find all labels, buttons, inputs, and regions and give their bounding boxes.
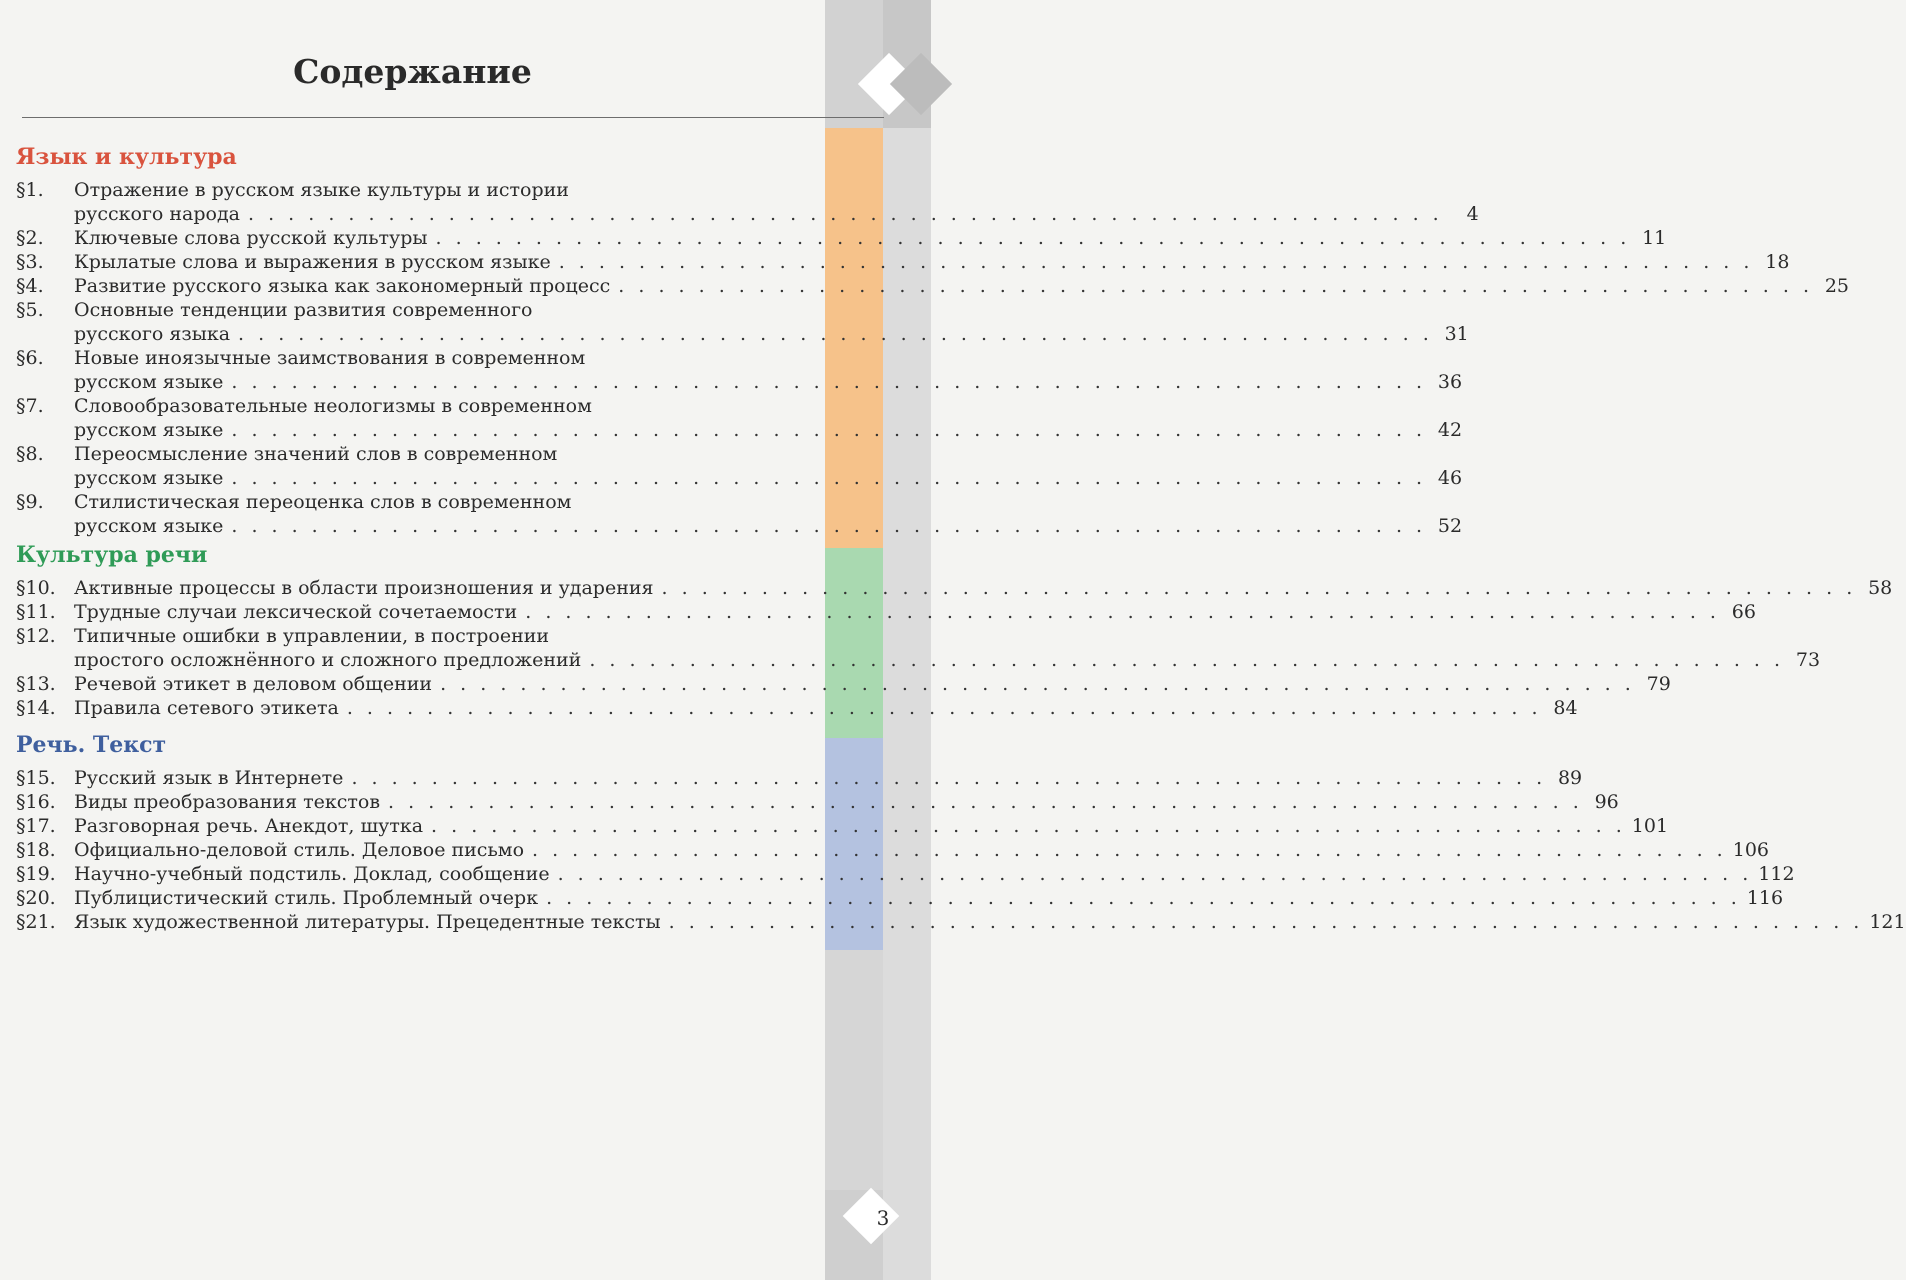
toc-entry-number: §10. [16, 577, 56, 599]
toc-entry-page: 46 [1437, 467, 1463, 489]
toc-entry-title: Русский язык в Интернете [74, 767, 344, 789]
side-band-grey [825, 950, 883, 1190]
toc-entry-title: Трудные случаи лексической сочетаемости [74, 601, 518, 623]
toc-entry[interactable] [16, 838, 1769, 862]
toc-entry-page: 89 [1557, 767, 1583, 789]
leader-dots: . . . . . . . . . . . . . . . . . . . . . . . . . . . . . . . . . . . . . . . . . . . . . . . . . . . . . . . . . . . . [231, 515, 1427, 537]
toc-entry-title: Правила сетевого этикета [74, 697, 339, 719]
toc-entry-page: 84 [1553, 697, 1578, 719]
toc-entry-page: 25 [1824, 275, 1850, 297]
toc-entry[interactable] [16, 346, 1463, 394]
toc-entry-page: 18 [1765, 251, 1790, 273]
toc-entry-number: §21. [16, 911, 56, 933]
toc-entry-title: русского языка [74, 323, 231, 345]
toc-entry-number: §13. [16, 673, 56, 695]
toc-entry[interactable] [16, 394, 1463, 442]
toc-entry-title: Переосмысление значений слов в современном [74, 443, 558, 465]
toc-entry-page: 4 [1466, 203, 1479, 225]
leader-dots: . . . . . . . . . . . . . . . . . . . . . . . . . . . . . . . . . . . . . . . . . . . . . . . . . . . . . . . . . . . . [388, 791, 1583, 813]
toc-entry[interactable] [16, 886, 1784, 910]
toc-entry-title: Научно-учебный подстиль. Доклад, сообщение [74, 863, 550, 885]
toc-entry[interactable] [16, 226, 1667, 250]
toc-entry-page: 52 [1437, 515, 1463, 537]
toc-entry[interactable] [16, 790, 1619, 814]
toc-entry-title: Публицистический стиль. Проблемный очерк [74, 887, 539, 909]
toc-entry[interactable] [16, 600, 1756, 624]
leader-dots: . . . . . . . . . . . . . . . . . . . . . . . . . . . . . . . . . . . . . . . . . . . . . . . . . . . . . . . . . . . . [231, 419, 1427, 441]
toc-entry-title: Словообразовательные неологизмы в современном [74, 395, 592, 417]
toc-entry-title: Стилистическая переоценка слов в современном [74, 491, 572, 513]
toc-entry-title: русском языке [74, 515, 224, 537]
toc-entry-page: 96 [1594, 791, 1619, 813]
page-title: Содержание [293, 52, 532, 91]
leader-dots: . . . . . . . . . . . . . . . . . . . . . . . . . . . . . . . . . . . . . . . . . . . . . . . . . . . . . . . . . . . . [661, 577, 1857, 599]
toc-entry-page: 116 [1746, 887, 1784, 909]
toc-entry-page: 112 [1758, 863, 1795, 885]
toc-entry[interactable] [16, 442, 1463, 490]
toc-entry-title: Развитие русского языка как закономерный процесс [74, 275, 611, 297]
toc-entry[interactable] [16, 298, 1469, 346]
toc-entry[interactable] [16, 250, 1790, 274]
toc-entry-number: §1. [16, 179, 44, 201]
section-title: Культура речи [16, 542, 208, 568]
toc-entry[interactable] [16, 672, 1671, 696]
leader-dots: . . . . . . . . . . . . . . . . . . . . . . . . . . . . . . . . . . . . . . . . . . . . . . . . . . . . . . . . . . . . [546, 887, 1741, 909]
toc-entry-number: §18. [16, 839, 56, 861]
toc-entry[interactable] [16, 490, 1463, 538]
toc-entry-page: 11 [1642, 227, 1667, 249]
toc-entry-title: русском языке [74, 419, 224, 441]
leader-dots: . . . . . . . . . . . . . . . . . . . . . . . . . . . . . . . . . . . . . . . . . . . . . . . . . . . . . . . . . . . . [532, 839, 1727, 861]
toc-entry-page: 121 [1869, 911, 1906, 933]
toc-entry-page: 36 [1437, 371, 1463, 393]
toc-entry-page: 79 [1646, 673, 1671, 695]
page-number: 3 [876, 1206, 890, 1230]
toc-entry[interactable] [16, 814, 1669, 838]
toc-entry-title: Разговорная речь. Анекдот, шутка [74, 815, 424, 837]
toc-entry-number: §9. [16, 491, 44, 513]
section-title: Речь. Текст [16, 732, 167, 758]
toc-entry-title: Речевой этикет в деловом общении [74, 673, 433, 695]
leader-dots: . . . . . . . . . . . . . . . . . . . . . . . . . . . . . . . . . . . . . . . . . . . . . . . . . . . . . . . . . . . . [440, 673, 1635, 695]
toc-entry-title: Ключевые слова русской культуры [74, 227, 428, 249]
decorative-side-stripe [825, 0, 931, 1280]
toc-entry[interactable] [16, 576, 1893, 600]
toc-entry-number: §5. [16, 299, 44, 321]
toc-entry-title: русском языке [74, 467, 224, 489]
leader-dots: . . . . . . . . . . . . . . . . . . . . . . . . . . . . . . . . . . . . . . . . . . . . . . . . . . . . . . . . . . . . [431, 815, 1626, 837]
toc-entry-title: русского народа [74, 203, 240, 225]
toc-entry-title: Виды преобразования текстов [74, 791, 381, 813]
toc-entry-number: §20. [16, 887, 56, 909]
toc-entry-number: §16. [16, 791, 56, 813]
title-divider [22, 117, 884, 118]
leader-dots: . . . . . . . . . . . . . . . . . . . . . . . . . . . . . . . . . . . . . . . . . . . . . . . . . . . . . . . . . . . . [248, 203, 1443, 225]
toc-entry-number: §15. [16, 767, 56, 789]
leader-dots: . . . . . . . . . . . . . . . . . . . . . . . . . . . . . . . . . . . . . . . . . . . . . . . . . . . . . . . . . . . . [558, 251, 1754, 273]
toc-entry-number: §11. [16, 601, 56, 623]
toc-entry-title: русском языке [74, 371, 224, 393]
toc-entry-page: 58 [1868, 577, 1893, 599]
leader-dots: . . . . . . . . . . . . . . . . . . . . . . . . . . . . . . . . . . . . . . . . . . . . . . . . . . . . . . . . . . . . [231, 371, 1427, 393]
toc-entry-title: простого осложнённого и сложного предложений [74, 649, 582, 671]
toc-entry-page: 106 [1732, 839, 1769, 861]
toc-entry-title: Новые иноязычные заимствования в современном [74, 347, 586, 369]
toc-entry-number: §8. [16, 443, 44, 465]
toc-entry[interactable] [16, 178, 1479, 226]
toc-entry[interactable] [16, 910, 1906, 934]
toc-entry-number: §3. [16, 251, 44, 273]
toc-entry-title: Язык художественной литературы. Прецедентные тексты [74, 911, 661, 933]
toc-entry[interactable] [16, 862, 1795, 886]
leader-dots: . . . . . . . . . . . . . . . . . . . . . . . . . . . . . . . . . . . . . . . . . . . . . . . . . . . . . . . . . . . . [238, 323, 1433, 345]
toc-entry-title: Крылатые слова и выражения в русском языке [74, 251, 551, 273]
toc-entry-title: Типичные ошибки в управлении, в построении [74, 625, 550, 647]
toc-entry-number: §7. [16, 395, 44, 417]
toc-entry[interactable] [16, 624, 1821, 672]
leader-dots: . . . . . . . . . . . . . . . . . . . . . . . . . . . . . . . . . . . . . . . . . . . . . . . . . . . . . . . . . . . . [589, 649, 1785, 671]
toc-entry-page: 66 [1731, 601, 1756, 623]
toc-entry-page: 42 [1437, 419, 1463, 441]
toc-entry[interactable] [16, 766, 1583, 790]
toc-entry-title: Основные тенденции развития современного [74, 299, 533, 321]
leader-dots: . . . . . . . . . . . . . . . . . . . . . . . . . . . . . . . . . . . . . . . . . . . . . . . . . . . . . . . . . . . . [231, 467, 1427, 489]
toc-entry-title: Официально-деловой стиль. Деловое письмо [74, 839, 525, 861]
toc-entry[interactable] [16, 696, 1578, 720]
leader-dots: . . . . . . . . . . . . . . . . . . . . . . . . . . . . . . . . . . . . . . . . . . . . . . . . . . . . . . . . . . . . [618, 275, 1814, 297]
toc-entry-number: §6. [16, 347, 44, 369]
toc-entry-number: §12. [16, 625, 56, 647]
toc-entry-title: Активные процессы в области произношения и ударения [74, 577, 654, 599]
leader-dots: . . . . . . . . . . . . . . . . . . . . . . . . . . . . . . . . . . . . . . . . . . . . . . . . . . . . . . . . . . . . [557, 863, 1753, 885]
toc-entry-number: §17. [16, 815, 56, 837]
toc-entry[interactable] [16, 274, 1850, 298]
leader-dots: . . . . . . . . . . . . . . . . . . . . . . . . . . . . . . . . . . . . . . . . . . . . . . . . . . . . . . . . . . . . [351, 767, 1547, 789]
toc-entry-number: §14. [16, 697, 56, 719]
toc-entry-title: Отражение в русском языке культуры и истории [74, 179, 569, 201]
toc-entry-number: §19. [16, 863, 56, 885]
toc-entry-page: 73 [1795, 649, 1821, 671]
toc-entry-page: 101 [1631, 815, 1669, 837]
side-band-top [825, 0, 883, 128]
section-title: Язык и культура [16, 144, 237, 170]
leader-dots: . . . . . . . . . . . . . . . . . . . . . . . . . . . . . . . . . . . . . . . . . . . . . . . . . . . . . . . . . . . . [346, 697, 1542, 719]
toc-entry-number: §4. [16, 275, 44, 297]
toc-entry-page: 31 [1444, 323, 1469, 345]
leader-dots: . . . . . . . . . . . . . . . . . . . . . . . . . . . . . . . . . . . . . . . . . . . . . . . . . . . . . . . . . . . . [668, 911, 1864, 933]
toc-entry-number: §2. [16, 227, 44, 249]
leader-dots: . . . . . . . . . . . . . . . . . . . . . . . . . . . . . . . . . . . . . . . . . . . . . . . . . . . . . . . . . . . . [435, 227, 1631, 249]
leader-dots: . . . . . . . . . . . . . . . . . . . . . . . . . . . . . . . . . . . . . . . . . . . . . . . . . . . . . . . . . . . . [525, 601, 1720, 623]
